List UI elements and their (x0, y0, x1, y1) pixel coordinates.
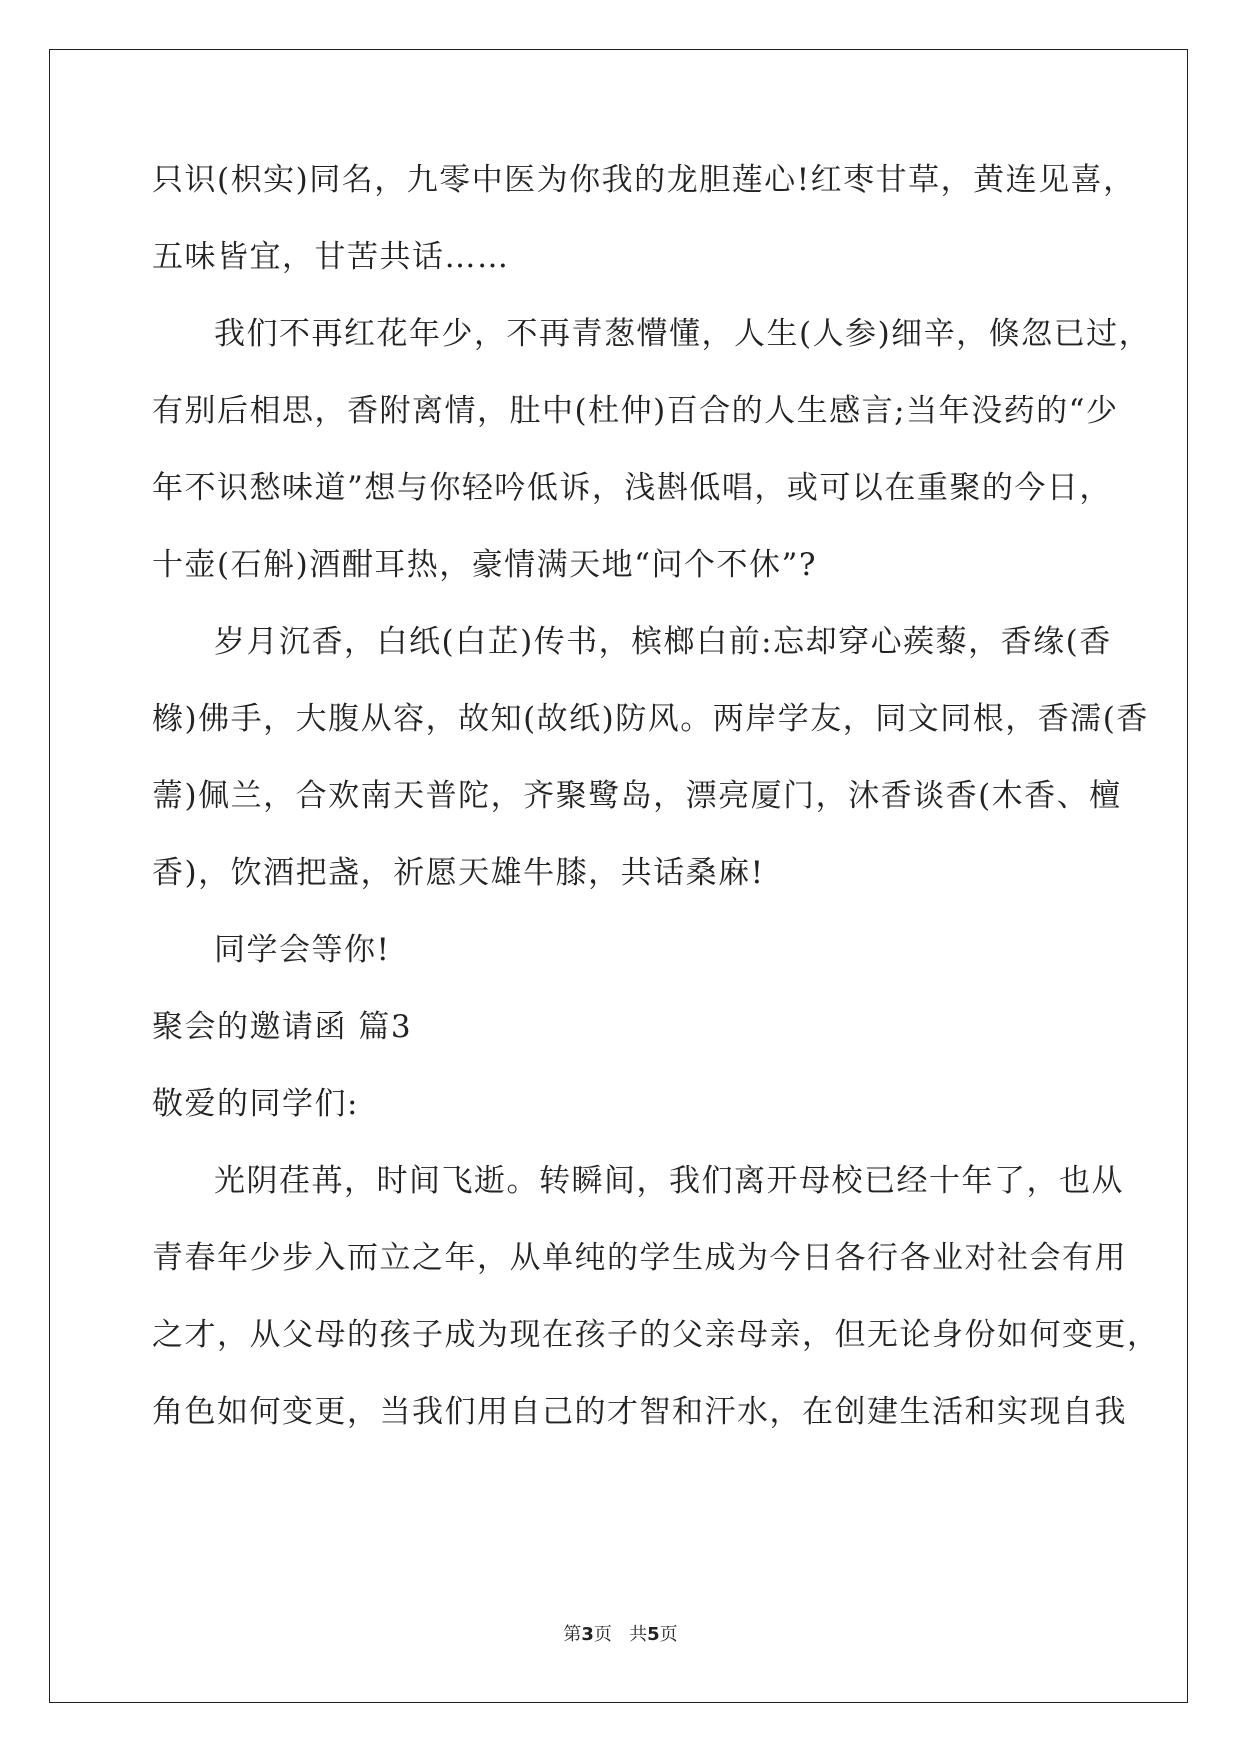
current-page-number: 3 (581, 1624, 594, 1645)
page-footer (0, 1620, 1241, 1646)
section-heading: 聚会的邀请函 篇3 (152, 1009, 413, 1045)
closing-line: 同学会等你! (214, 932, 391, 968)
text-line: 薷)佩兰，合欢南天普陀，齐聚鹭岛，漂亮厦门，沐香谈香(木香、檀 (152, 778, 1122, 814)
text-line: 只识(枳实)同名，九零中医为你我的龙胆莲心!红枣甘草，黄连见喜， (152, 162, 1136, 198)
text-line: 青春年少步入而立之年，从单纯的学生成为今日各行各业对社会有用 (152, 1240, 1127, 1276)
text-line: 橼)佛手，大腹从容，故知(故纸)防风。两岸学友，同文同根，香濡(香 (152, 701, 1149, 737)
document-body (152, 150, 1160, 1459)
paragraph-start: 我们不再红花年少，不再青葱懵懂，人生(人参)细辛，倏忽已过， (214, 316, 1152, 352)
text-line: 香)，饮酒把盏，祈愿天雄牛膝，共话桑麻! (152, 855, 765, 891)
total-page-number: 5 (647, 1624, 660, 1645)
paragraph-start: 光阴荏苒，时间飞逝。转瞬间，我们离开母校已经十年了，也从 (214, 1163, 1124, 1199)
page-label-suffix: 页 (659, 1624, 678, 1645)
page-label-mid: 页 共 (593, 1624, 648, 1645)
text-line: 年不识愁味道”想与你轻吟低诉，浅斟低唱，或可以在重聚的今日， (152, 470, 1112, 506)
text-line: 五味皆宜，甘苦共话…… (152, 239, 510, 275)
page-label-prefix: 第 (563, 1624, 582, 1645)
salutation: 敬爱的同学们: (152, 1086, 359, 1122)
text-line: 有别后相思，香附离情，肚中(杜仲)百合的人生感言;当年没药的“少 (152, 393, 1119, 429)
text-line: 角色如何变更，当我们用自己的才智和汗水，在创建生活和实现自我 (152, 1394, 1127, 1430)
text-line: 十壶(石斛)酒酣耳热，豪情满天地“问个不休”? (152, 547, 818, 583)
paragraph-start: 岁月沉香，白纸(白芷)传书，槟榔白前:忘却穿心蒺藜，香缘(香 (214, 624, 1112, 660)
text-line: 之才，从父母的孩子成为现在孩子的父亲母亲，但无论身份如何变更， (152, 1317, 1160, 1353)
